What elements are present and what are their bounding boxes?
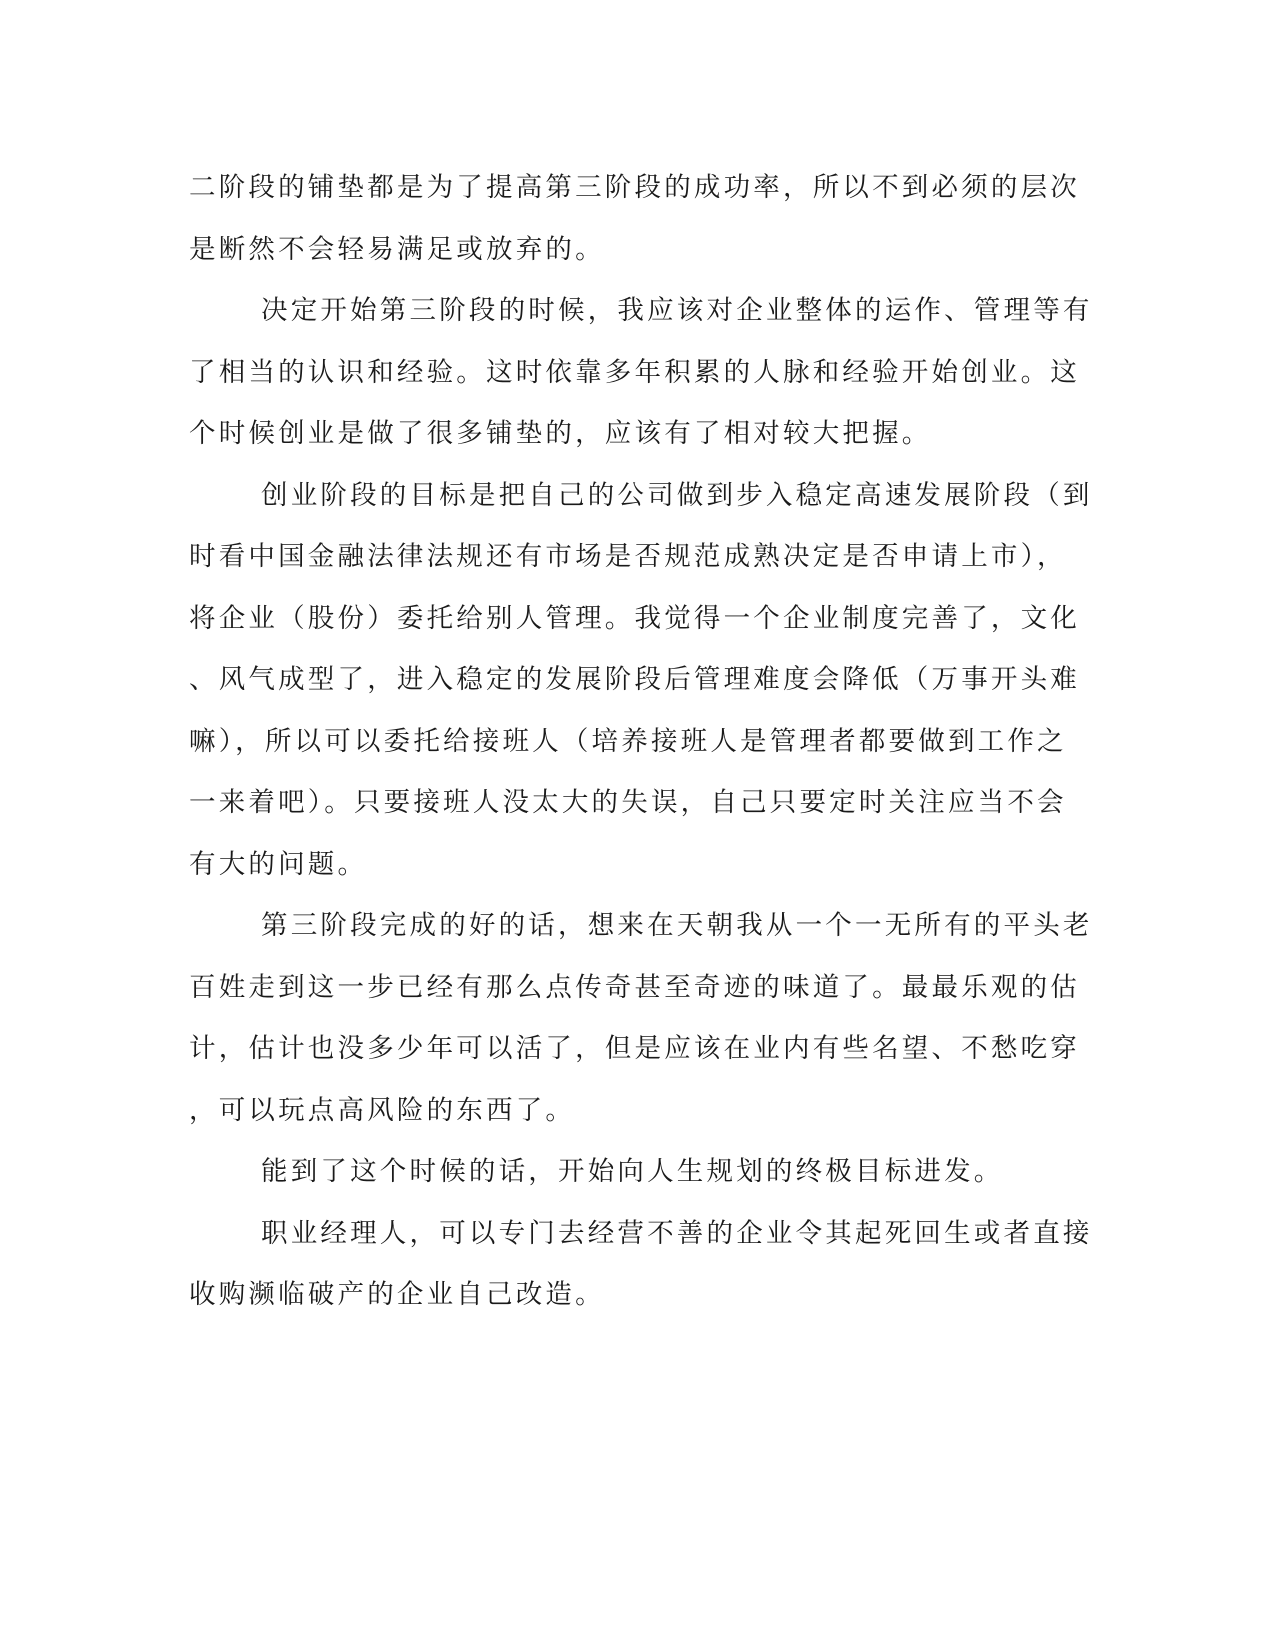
text-line: 一来着吧）。只要接班人没太大的失误，自己只要定时关注应当不会 xyxy=(189,787,1067,818)
text-line: 、风气成型了，进入稳定的发展阶段后管理难度会降低（万事开头难 xyxy=(189,664,1080,695)
text-line: 个时候创业是做了很多铺垫的，应该有了相对较大把握。 xyxy=(189,418,932,449)
text-line: 决定开始第三阶段的时候，我应该对企业整体的运作、管理等有 xyxy=(261,295,1093,326)
text-line: 第三阶段完成的好的话，想来在天朝我从一个一无所有的平头老 xyxy=(261,910,1093,941)
text-line: 将企业（股份）委托给别人管理。我觉得一个企业制度完善了，文化 xyxy=(189,602,1080,634)
text-line: 创业阶段的目标是把自己的公司做到步入稳定高速发展阶段（到 xyxy=(261,479,1093,511)
text-line: 二阶段的铺垫都是为了提高第三阶段的成功率，所以不到必须的层次 xyxy=(189,172,1080,203)
text-line: 百姓走到这一步已经有那么点传奇甚至奇迹的味道了。最最乐观的估 xyxy=(189,971,1080,1003)
text-line: 嘛），所以可以委托给接班人（培养接班人是管理者都要做到工作之 xyxy=(189,725,1067,757)
text-line: 职业经理人，可以专门去经营不善的企业令其起死回生或者直接 xyxy=(261,1217,1093,1249)
text-line: ，可以玩点高风险的东西了。 xyxy=(189,1094,576,1126)
body-text xyxy=(189,157,1093,1326)
text-line: 计，估计也没多少年可以活了，但是应该在业内有些名望、不愁吃穿 xyxy=(189,1033,1080,1064)
text-line: 了相当的认识和经验。这时依靠多年积累的人脉和经验开始创业。这 xyxy=(189,356,1080,388)
text-line: 时看中国金融法律法规还有市场是否规范成熟决定是否申请上市）， xyxy=(189,541,1067,572)
text-line: 有大的问题。 xyxy=(189,848,368,880)
text-line: 能到了这个时候的话，开始向人生规划的终极目标进发。 xyxy=(261,1156,1004,1187)
text-line: 是断然不会轻易满足或放弃的。 xyxy=(189,233,605,265)
text-line: 收购濒临破产的企业自己改造。 xyxy=(189,1279,605,1310)
